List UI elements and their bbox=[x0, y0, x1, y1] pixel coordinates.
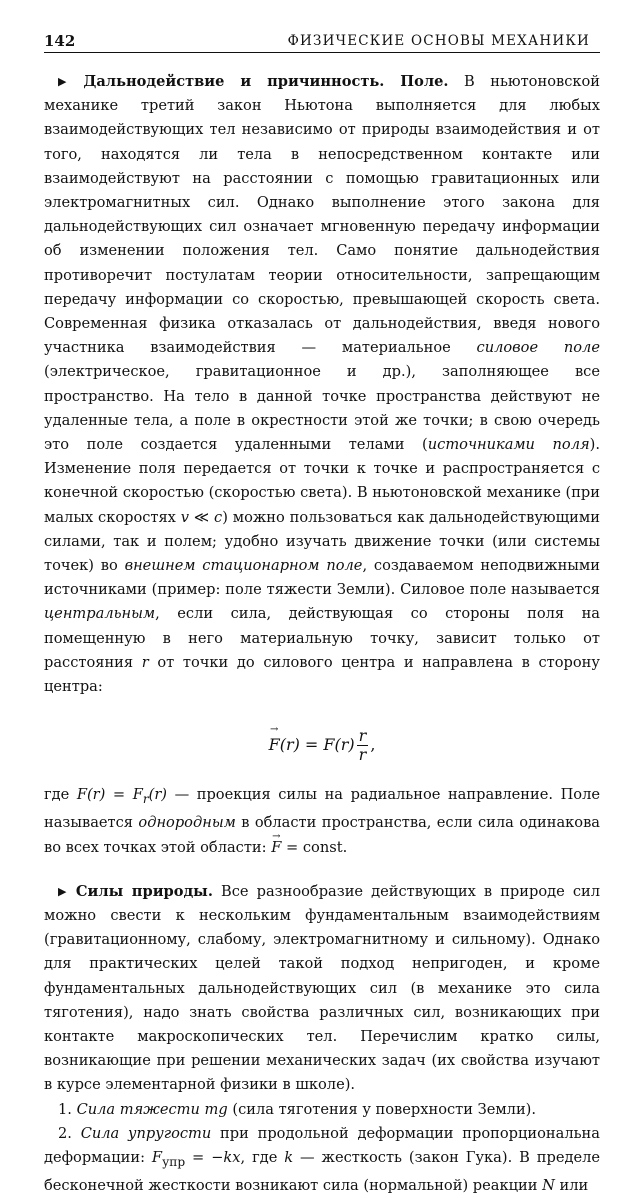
section-heading: Дальнодействие и причинность. Поле. bbox=[83, 73, 449, 90]
central-force-formula: → F(r) = F(r) $\frac{r}{r}$ , bbox=[44, 721, 600, 765]
paragraph-uniform-field: где $F(r) = F_r(r)$ — проекция силы на радиальное направление. Поле называется однородным в области пространства, если сила одинакова во всех точках этой области: → F = const. bbox=[44, 783, 600, 860]
term: внешнем стационарном поле bbox=[124, 557, 363, 575]
list-item: 2. Сила упругости при продольной деформации пропорциональна деформации: $F_{упр} = -kx$, где k — жесткость (закон Гука). В пределе бесконечной жесткости возникают сила (нормальной) реакции N или bbox=[44, 1124, 601, 1195]
running-title: ФИЗИЧЕСКИЕ ОСНОВЫ МЕХАНИКИ bbox=[287, 33, 590, 49]
page-number: 142 bbox=[44, 32, 76, 50]
term: силовое поле bbox=[476, 339, 600, 357]
term: источниками поля bbox=[427, 436, 590, 454]
list-item: 1. Сила тяжести mg (сила тяготения у поверхности Земли). bbox=[58, 1100, 537, 1118]
term: центральным bbox=[44, 605, 156, 623]
fraction: $\frac{r}{r}$ bbox=[358, 726, 367, 765]
section-triangle-icon: ▶ bbox=[58, 75, 78, 88]
section-triangle-icon: ▶ bbox=[58, 884, 70, 898]
paragraph-field-causality: ▶ Дальнодействие и причинность. Поле. В ньютоновской механике третий закон Ньютона выполняется для любых взаимодействующих тел независимо от природы взаимодействия и от того, находятся ли тела в непосредственном контакте или взаимодействуют на расстоянии с помощью гравитационных или электромагнитных сил. Однако выполнение этого закона для дальнодействующих сил означает мгновенную передачу информации об изменении положения тел. Само понятие дальнодействия противоречит постулатам теории относительности, запрещающим передачу информации со скоростью, превышающей скорость света. Современная физика отказалась от дальнодействия, введя нового участника взаимодействия — материальное силовое поле (электрическое, гравитационное и др.), заполняющее все пространство. На тело в данной точке пространства действуют не удаленные тела, а поле в окрестности этой же точки; в свою очередь это поле создается удаленными телами (источниками поля). Изменение поля передается от точки к точке и распространяется с конечной скоростью (скоростью света). В ньютоновской механике (при малых скоростях v ≪ c) можно пользоваться как дальнодействующими силами, так и полем; удобно изучать движение точки (или системы точек) во внешнем стационарном поле, создаваемом неподвижными источниками (пример: поле тяжести Земли). Силовое поле называется центральным, если сила, действующая со стороны поля на помещенную в него материальную точку, зависит только от расстояния r от точки до силового центра и направлена в сторону центра: bbox=[44, 73, 601, 696]
section-heading: Силы природы. bbox=[75, 882, 213, 900]
page-header bbox=[44, 30, 600, 54]
header-rule bbox=[44, 52, 600, 53]
paragraph-forces-of-nature: ▶ Силы природы. Все разнообразие действующих в природе сил можно свести к нескольким фундаментальным взаимодействиям (гравитационному, слабому, электромагнитному и сильному). Однако для практических целей такой подход непригоден, и кроме фундаментальных дальнодействующих сил (в механике это сила тяготения), надо знать свойства различных сил, возникающих при контакте макроскопических тел. Перечислим кратко силы, возникающие при решении механических задач (их свойства изучают в курсе элементарной физики в школе). bbox=[44, 882, 600, 1094]
term: однородным bbox=[138, 814, 236, 832]
book-page bbox=[44, 30, 600, 1198]
